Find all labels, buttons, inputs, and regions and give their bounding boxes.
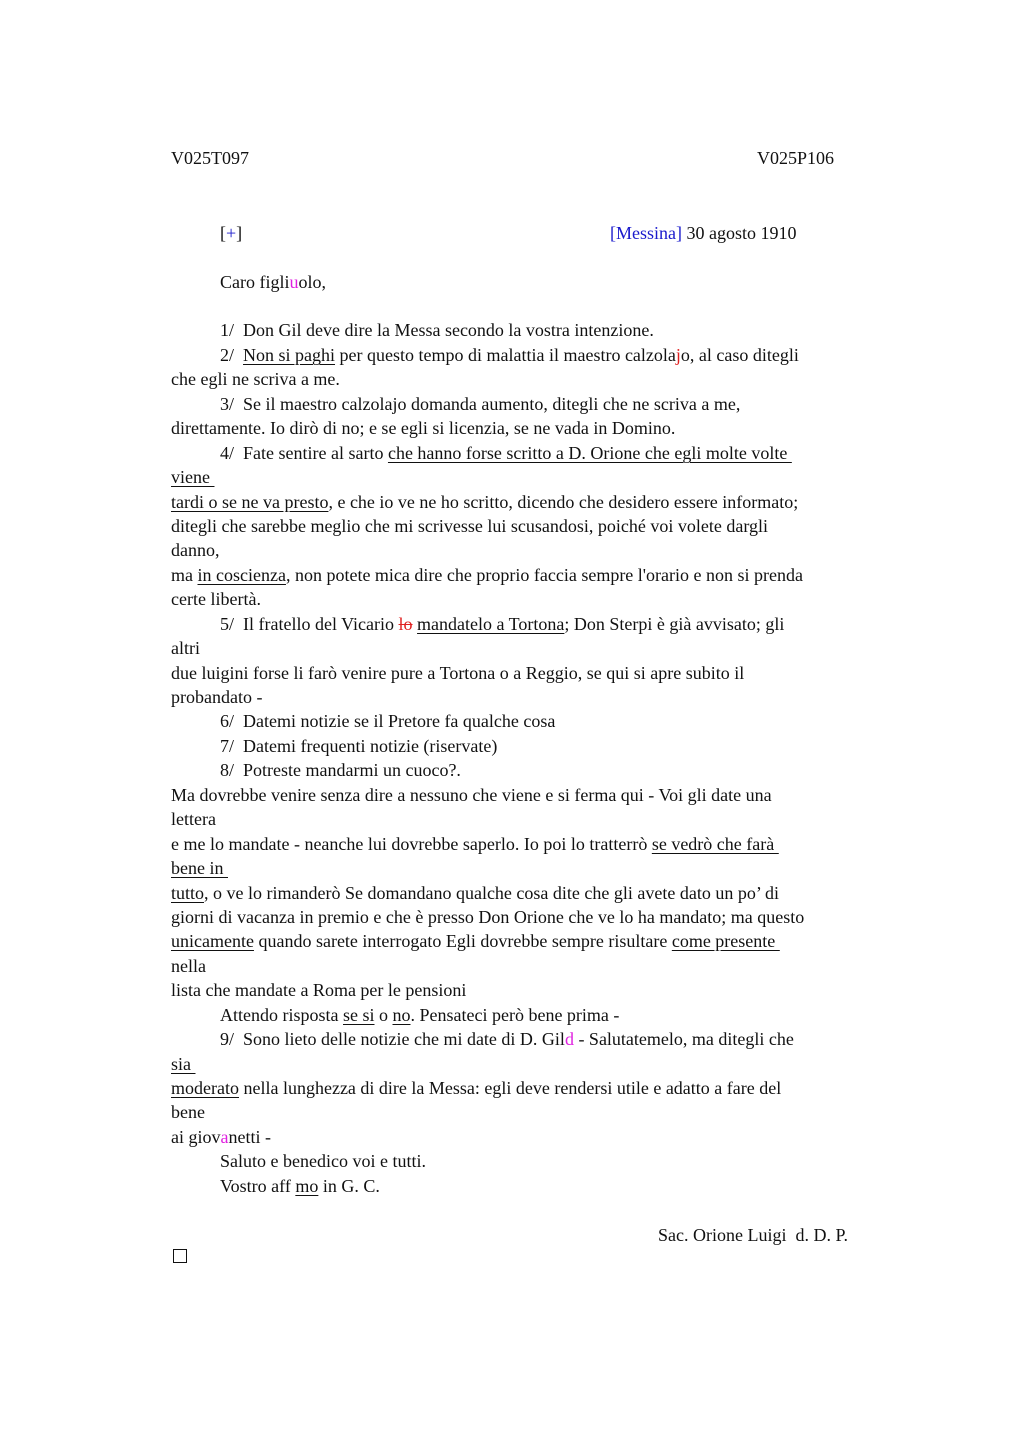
text-line: Ma dovrebbe venire senza dire a nessuno che viene e si ferma qui - Voi gli date una [171,785,772,805]
dateline-mark [220,221,242,245]
underlined-text: tardi o se ne va presto [171,492,329,512]
text-span: ai giov [171,1127,221,1147]
text-span: nella lunghezza di dire la Messa: egli deve rendersi utile e adatto a fare del [238,1078,782,1098]
underlined-text: Non si paghi [243,345,336,365]
bracket-open: [ [220,223,226,243]
text-span: netti - [228,1127,271,1147]
text-line: 7/ Datemi frequenti notizie (riservate) [220,736,498,756]
text-line [171,1125,271,1149]
greeting-part: Caro figli [220,272,290,292]
place-bracket-open: [ [610,223,616,243]
text-span: 2/ [220,345,244,365]
correction-text: d [564,1029,574,1049]
text-line: Saluto e benedico voi e tutti. [220,1151,426,1171]
text-line: due luigini forse li farò venire pure a Tortona o a Reggio, se qui si apre subito il [171,663,745,683]
text-line: 8/ Potreste mandarmi un cuoco?. [220,760,461,780]
text-line: probandato - [171,687,263,707]
underlined-text: come presente [671,931,780,951]
text-line [220,343,799,367]
text-line: sia [171,1054,196,1074]
text-line: bene [171,1102,205,1122]
text-line: che egli ne scriva a me. [171,369,340,389]
text-line [220,1027,794,1051]
text-span: Attendo risposta [220,1005,343,1025]
underlined-text: tutto [171,883,205,903]
text-line [171,563,803,587]
text-line: 6/ Datemi notizie se il Pretore fa qualche cosa [220,711,556,731]
signature: Sac. Orione Luigi d. D. P. [658,1225,848,1245]
document-code-right: V025P106 [757,148,835,168]
text-line: lista che mandate a Roma per le pensioni [171,980,467,1000]
text-line: altri [171,638,200,658]
dateline-place-date [610,221,797,245]
text-span: e me lo mandate - neanche lui dovrebbe saperlo. Io poi lo tratterrò [171,834,652,854]
text-span: Vostro aff [220,1176,296,1196]
text-line: nella [171,956,206,976]
text-line: direttamente. Io dirò di no; e se egli si licenzia, se ne vada in Domino. [171,418,676,438]
text-line: 3/ Se il maestro calzolajo domanda aumento, ditegli che ne scriva a me, [220,394,741,414]
text-span: ; Don Sterpi è già avvisato; gli [564,614,785,634]
greeting-correction: u [289,272,299,292]
text-span: o [374,1005,393,1025]
text-span: in G. C. [318,1176,380,1196]
text-line [171,881,779,905]
text-span: 4/ Fate sentire al sarto [220,443,388,463]
place-bracket-close: ] [676,223,682,243]
text-line: bene in [171,858,228,878]
text-line [220,1003,619,1027]
underlined-text: unicamente [171,931,254,951]
text-line [171,929,780,953]
text-span: per questo tempo di malattia il maestro calzola [335,345,676,365]
underlined-text: se si [343,1005,375,1025]
text-line: 1/ Don Gil deve dire la Messa secondo la vostra intenzione. [220,320,654,340]
text-line: giorni di vacanza in premio e che è presso Don Orione che ve lo ha mandato; ma questo [171,907,805,927]
document-code-left: V025T097 [171,148,249,168]
text-line: danno, [171,540,220,560]
text-line: ditegli che sarebbe meglio che mi scrivesse lui scusandosi, poiché voi volete dargli [171,516,769,536]
text-span: 5/ Il fratello del Vicario [220,614,399,634]
text-line [171,490,798,514]
text-line [220,1174,380,1198]
greeting-part: olo, [298,272,327,292]
underlined-text: che hanno forse scritto a D. Orione che egli molte volte [387,443,792,463]
underlined-text: no [392,1005,411,1025]
text-line: certe libertà. [171,589,261,609]
bracket-close: ] [236,223,243,243]
text-line: lettera [171,809,216,829]
text-span: , e che io ve ne ho scritto, dicendo che desidero essere informato; [328,492,799,512]
text-line [220,612,784,636]
correction-text: j [675,345,681,365]
text-span: o, al caso ditegli [680,345,799,365]
text-span: 9/ Sono lieto delle notizie che mi date di D. Gil [220,1029,565,1049]
greeting [220,270,326,294]
text-span: quando sarete interrogato Egli dovrebbe sempre risultare [253,931,672,951]
underlined-text: se vedrò che farà [651,834,779,854]
letter-date: 30 agosto 1910 [682,223,797,243]
underlined-text: mo [295,1176,319,1196]
text-line [171,1076,781,1100]
underlined-text: in coscienza [197,565,286,585]
checkbox-square-icon [173,1249,187,1263]
underlined-text: moderato [171,1078,239,1098]
text-line [171,832,779,856]
correction-text: a [220,1127,229,1147]
underlined-text: mandatelo a Tortona [417,614,565,634]
cross-mark: + [226,223,237,243]
text-line: viene [171,467,215,487]
text-line [220,441,792,465]
place-name: Messina [616,223,676,243]
text-span: . Pensateci però bene prima - [410,1005,620,1025]
text-span: , non potete mica dire che proprio faccia sempre l'orario e non si prenda [285,565,803,585]
text-span: , o ve lo rimanderò Se domandano qualche cosa dite che gli avete dato un po’ di [204,883,779,903]
text-span: - Salutatemelo, ma ditegli che [573,1029,794,1049]
text-span: ma [171,565,198,585]
struck-text: lo [398,614,413,634]
